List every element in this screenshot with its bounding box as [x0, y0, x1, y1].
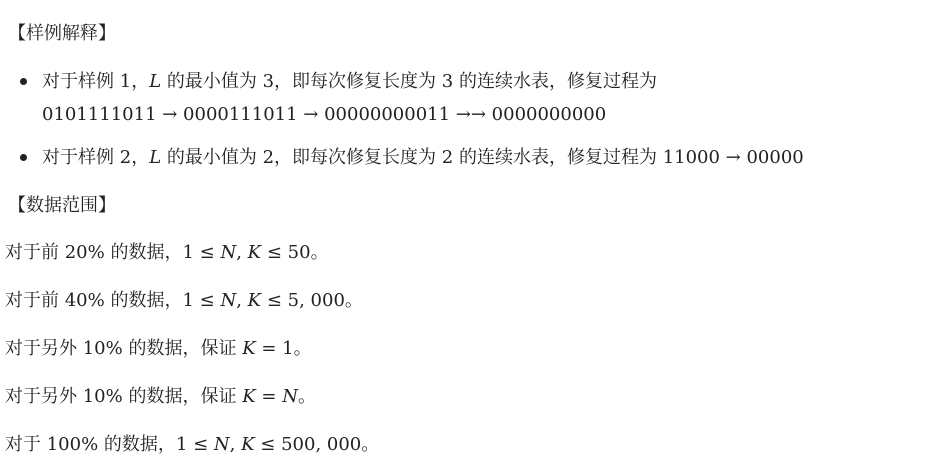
row-mid: 的数据， [98, 434, 176, 455]
row-math: K = 1 [242, 338, 294, 359]
sample-2-var: L [149, 147, 162, 168]
data-range-row [5, 385, 316, 409]
sample-1-comma: ， [131, 71, 150, 92]
data-range-row [5, 241, 329, 265]
sample-2-case: 2 [119, 147, 132, 168]
row-percent: 10% [82, 386, 123, 407]
sample-1-line-1 [42, 70, 657, 94]
sample-2-comma: ， [131, 147, 150, 168]
sample-2-mid: 的最小值为 [161, 147, 263, 168]
sample-1-prefix: 对于样例 [42, 71, 120, 92]
sample-1-value: 3 [262, 71, 275, 92]
sample-1-var: L [149, 71, 162, 92]
sample-2-prefix: 对于样例 [42, 147, 120, 168]
row-prefix: 对于前 [5, 290, 65, 311]
sample-2-line-1 [42, 146, 804, 170]
row-percent: 100% [46, 434, 99, 455]
data-range-row [5, 433, 379, 457]
data-range-row [5, 289, 363, 313]
sample-1-len: 3 [441, 71, 454, 92]
row-math: 1 ≤ N, K ≤ 50 [182, 242, 311, 263]
row-percent: 10% [82, 338, 123, 359]
data-range-row [5, 337, 312, 361]
row-prefix: 对于前 [5, 242, 65, 263]
row-prefix: 对于另外 [5, 338, 83, 359]
row-end: 。 [293, 338, 312, 359]
data-range-heading: 【数据范围】 [8, 195, 116, 216]
row-end: 。 [344, 290, 363, 311]
sample-2-len: 2 [441, 147, 454, 168]
bullet-dot [20, 78, 27, 85]
row-prefix: 对于另外 [5, 386, 83, 407]
row-math: 1 ≤ N, K ≤ 500, 000 [175, 434, 362, 455]
sample-2-suffix: 的连续水表，修复过程为 [453, 147, 663, 168]
sample-1-process: 0101111011 → 0000111011 → 00000000011 →→ 0000000000 [42, 104, 607, 125]
row-mid: 的数据，保证 [122, 386, 243, 407]
sample-2-value: 2 [262, 147, 275, 168]
sample-2-process: 11000 → 00000 [662, 147, 804, 168]
sample-1-mid: 的最小值为 [161, 71, 263, 92]
row-end: 。 [361, 434, 380, 455]
row-percent: 20% [64, 242, 105, 263]
sample-2-mid2: ，即每次修复长度为 [274, 147, 442, 168]
row-prefix: 对于 [5, 434, 47, 455]
row-mid: 的数据， [104, 290, 183, 311]
row-mid: 的数据，保证 [122, 338, 243, 359]
sample-1-suffix: 的连续水表，修复过程为 [453, 71, 657, 92]
row-end: 。 [310, 242, 329, 263]
row-end: 。 [297, 386, 316, 407]
row-percent: 40% [64, 290, 105, 311]
row-math: 1 ≤ N, K ≤ 5, 000 [182, 290, 345, 311]
sample-explanation-heading: 【样例解释】 [8, 23, 116, 44]
bullet-dot [20, 154, 27, 161]
sample-1-case: 1 [119, 71, 132, 92]
row-math: K = N [242, 386, 298, 407]
sample-1-mid2: ，即每次修复长度为 [274, 71, 442, 92]
row-mid: 的数据， [104, 242, 183, 263]
